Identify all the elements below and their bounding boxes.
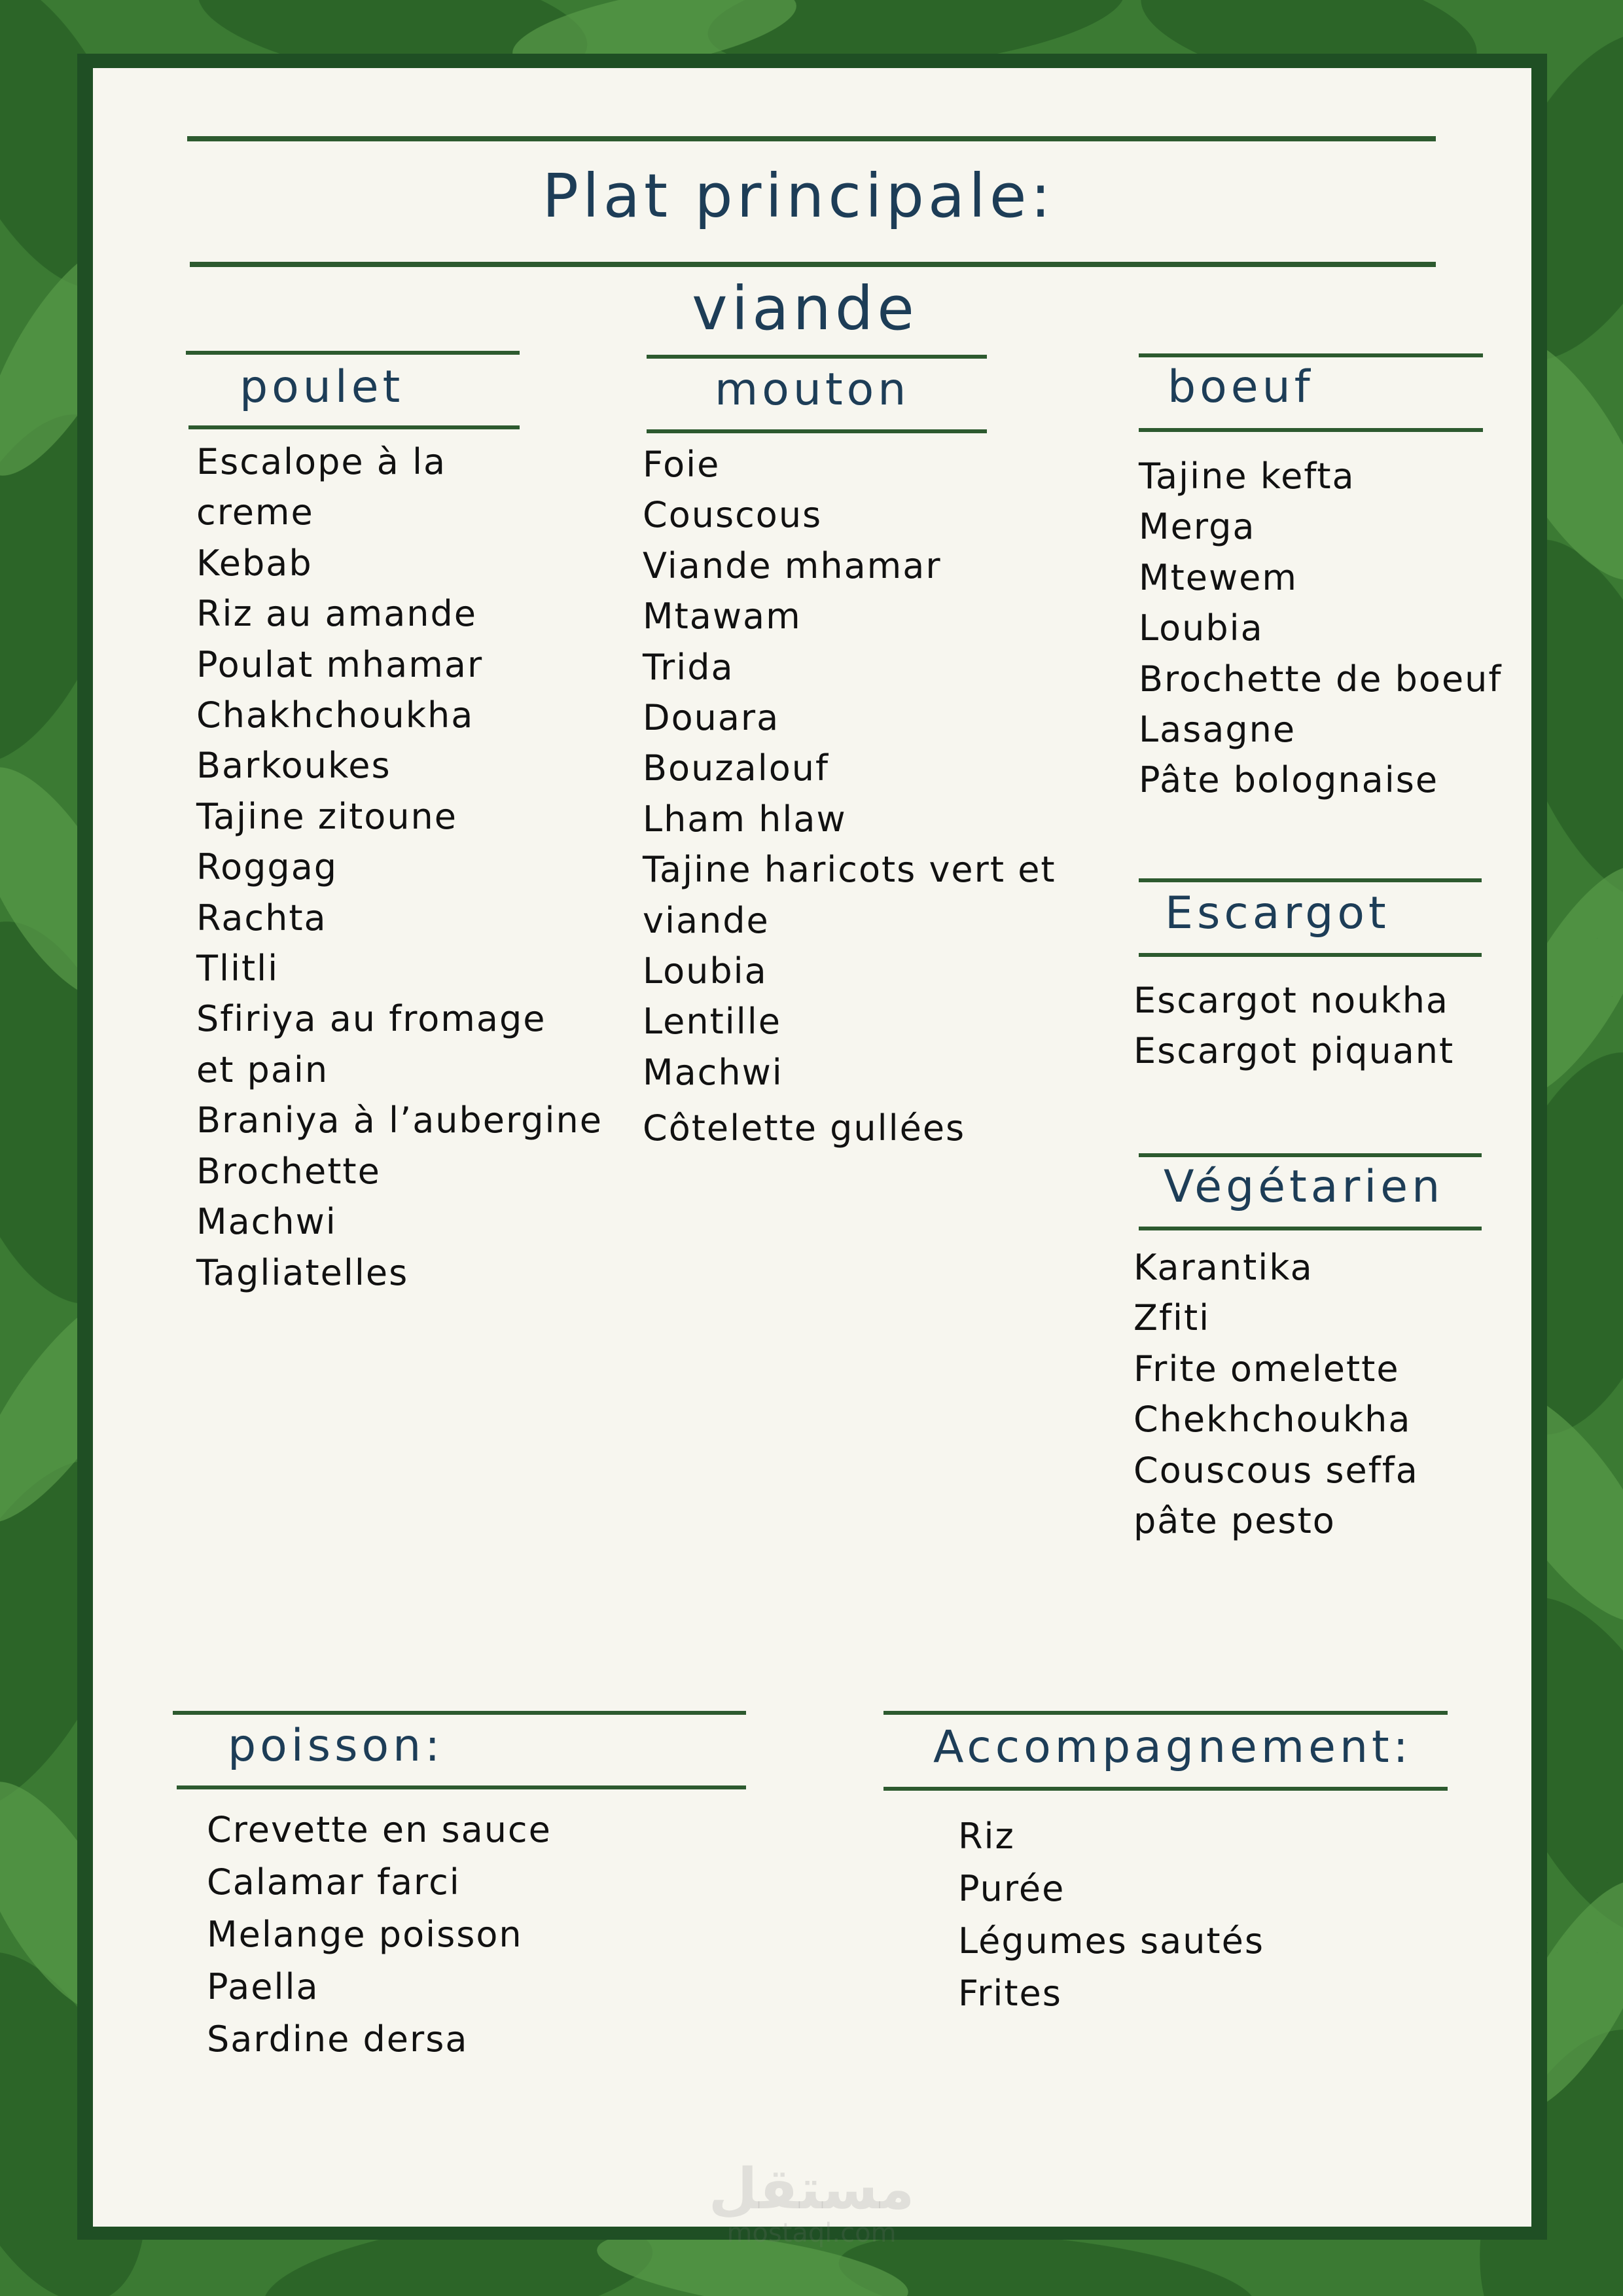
list-item: pâte pesto	[1133, 1500, 1336, 1542]
list-item: Tajine haricots vert et	[643, 849, 1056, 891]
list-item: Chakhchoukha	[196, 694, 474, 736]
accompagnement-list	[958, 1810, 1264, 2020]
list-item: Pâte bolognaise	[1139, 759, 1439, 801]
list-item: Frite omelette	[1133, 1348, 1400, 1390]
list-item: Merga	[1139, 506, 1256, 548]
header-bottom-rule	[190, 262, 1436, 267]
list-item: Trida	[643, 646, 734, 688]
list-item: Tajine zitoune	[196, 795, 457, 837]
list-item: Lasagne	[1139, 709, 1296, 751]
list-item: Kebab	[196, 542, 313, 584]
poisson-top-rule	[173, 1711, 746, 1715]
list-item: Paella	[207, 1966, 319, 2007]
list-item: Karantika	[1133, 1247, 1313, 1288]
section-title-poisson: poisson:	[228, 1720, 444, 1772]
list-item: Frites	[958, 1973, 1062, 2014]
list-item: Mtewem	[1139, 556, 1298, 598]
header-top-rule	[187, 136, 1436, 141]
poisson-list	[207, 1804, 552, 2066]
list-item: Tagliatelles	[196, 1251, 409, 1293]
boeuf-list	[1139, 451, 1502, 806]
escargot-bottom-rule	[1139, 953, 1482, 957]
list-item: Couscous	[643, 494, 823, 536]
watermark-url: mostaql.com	[726, 2218, 897, 2248]
vegetarien-bottom-rule	[1139, 1227, 1482, 1230]
list-item: Foie	[643, 444, 721, 485]
list-item: Mtawam	[643, 596, 802, 637]
list-item: Brochette de boeuf	[1139, 658, 1503, 700]
poulet-bottom-rule	[188, 425, 520, 429]
list-item: Machwi	[196, 1201, 337, 1243]
escargot-top-rule	[1139, 878, 1482, 882]
list-item: Légumes sautés	[958, 1920, 1264, 1962]
list-item: Calamar farci	[207, 1861, 461, 1903]
list-item: Sfiriya au fromage	[196, 998, 546, 1040]
list-item: Couscous seffa	[1133, 1449, 1419, 1491]
list-item: Poulat mhamar	[196, 643, 484, 685]
list-item: Escargot piquant	[1133, 1030, 1455, 1072]
page-subtitle: viande	[692, 274, 918, 344]
list-item: Viande mhamar	[643, 545, 942, 586]
vegetarien-list	[1133, 1242, 1419, 1546]
list-item: Escargot noukha	[1133, 980, 1450, 1021]
list-item: Chekhchoukha	[1133, 1399, 1412, 1441]
list-item: Rachta	[196, 897, 327, 939]
poulet-top-rule	[186, 351, 520, 355]
list-item: Purée	[958, 1868, 1065, 1909]
list-item: Escalope à la	[196, 441, 447, 482]
list-item: Roggag	[196, 846, 338, 888]
list-item: Loubia	[1139, 607, 1264, 649]
list-item: Melange poisson	[207, 1914, 523, 1955]
section-title-vegetarien: Végétarien	[1164, 1161, 1444, 1213]
poulet-list	[196, 437, 603, 1298]
section-title-mouton: mouton	[715, 364, 910, 416]
watermark-logo: مستقل	[708, 2157, 915, 2222]
list-item: Tlitli	[196, 948, 279, 990]
accompagnement-bottom-rule	[883, 1787, 1448, 1791]
section-title-poulet: poulet	[240, 361, 404, 413]
list-item: Riz au amande	[196, 593, 478, 635]
page-title: Plat principale:	[542, 161, 1055, 231]
mouton-list	[643, 439, 1056, 1154]
list-item: viande	[643, 899, 770, 941]
section-title-boeuf: boeuf	[1168, 361, 1314, 413]
list-item: Lham hlaw	[643, 798, 847, 840]
list-item: Brochette	[196, 1150, 381, 1192]
escargot-list	[1133, 975, 1454, 1077]
list-item: Tajine kefta	[1139, 456, 1355, 497]
list-item: Riz	[958, 1816, 1015, 1857]
boeuf-top-rule	[1139, 353, 1483, 357]
watermark	[707, 2157, 916, 2248]
list-item: Sardine dersa	[207, 2018, 469, 2060]
list-item: Crevette en sauce	[207, 1809, 552, 1850]
vegetarien-top-rule	[1139, 1153, 1482, 1157]
accompagnement-top-rule	[883, 1711, 1448, 1715]
list-item: Côtelette gullées	[643, 1107, 966, 1149]
poisson-bottom-rule	[177, 1785, 746, 1789]
list-item: Loubia	[643, 950, 768, 992]
list-item: Zfiti	[1133, 1297, 1211, 1339]
mouton-top-rule	[647, 355, 987, 359]
list-item: Douara	[643, 697, 780, 739]
list-item: Braniya à l’aubergine	[196, 1100, 603, 1141]
list-item: Lentille	[643, 1001, 781, 1043]
section-title-escargot: Escargot	[1165, 888, 1390, 939]
list-item: creme	[196, 492, 314, 533]
list-item: Machwi	[643, 1051, 783, 1093]
list-item: et pain	[196, 1049, 329, 1090]
mouton-bottom-rule	[647, 429, 987, 433]
list-item: Bouzalouf	[643, 747, 830, 789]
section-title-accompagnement: Accompagnement:	[933, 1721, 1412, 1773]
list-item: Barkoukes	[196, 745, 391, 787]
boeuf-bottom-rule	[1139, 428, 1483, 432]
